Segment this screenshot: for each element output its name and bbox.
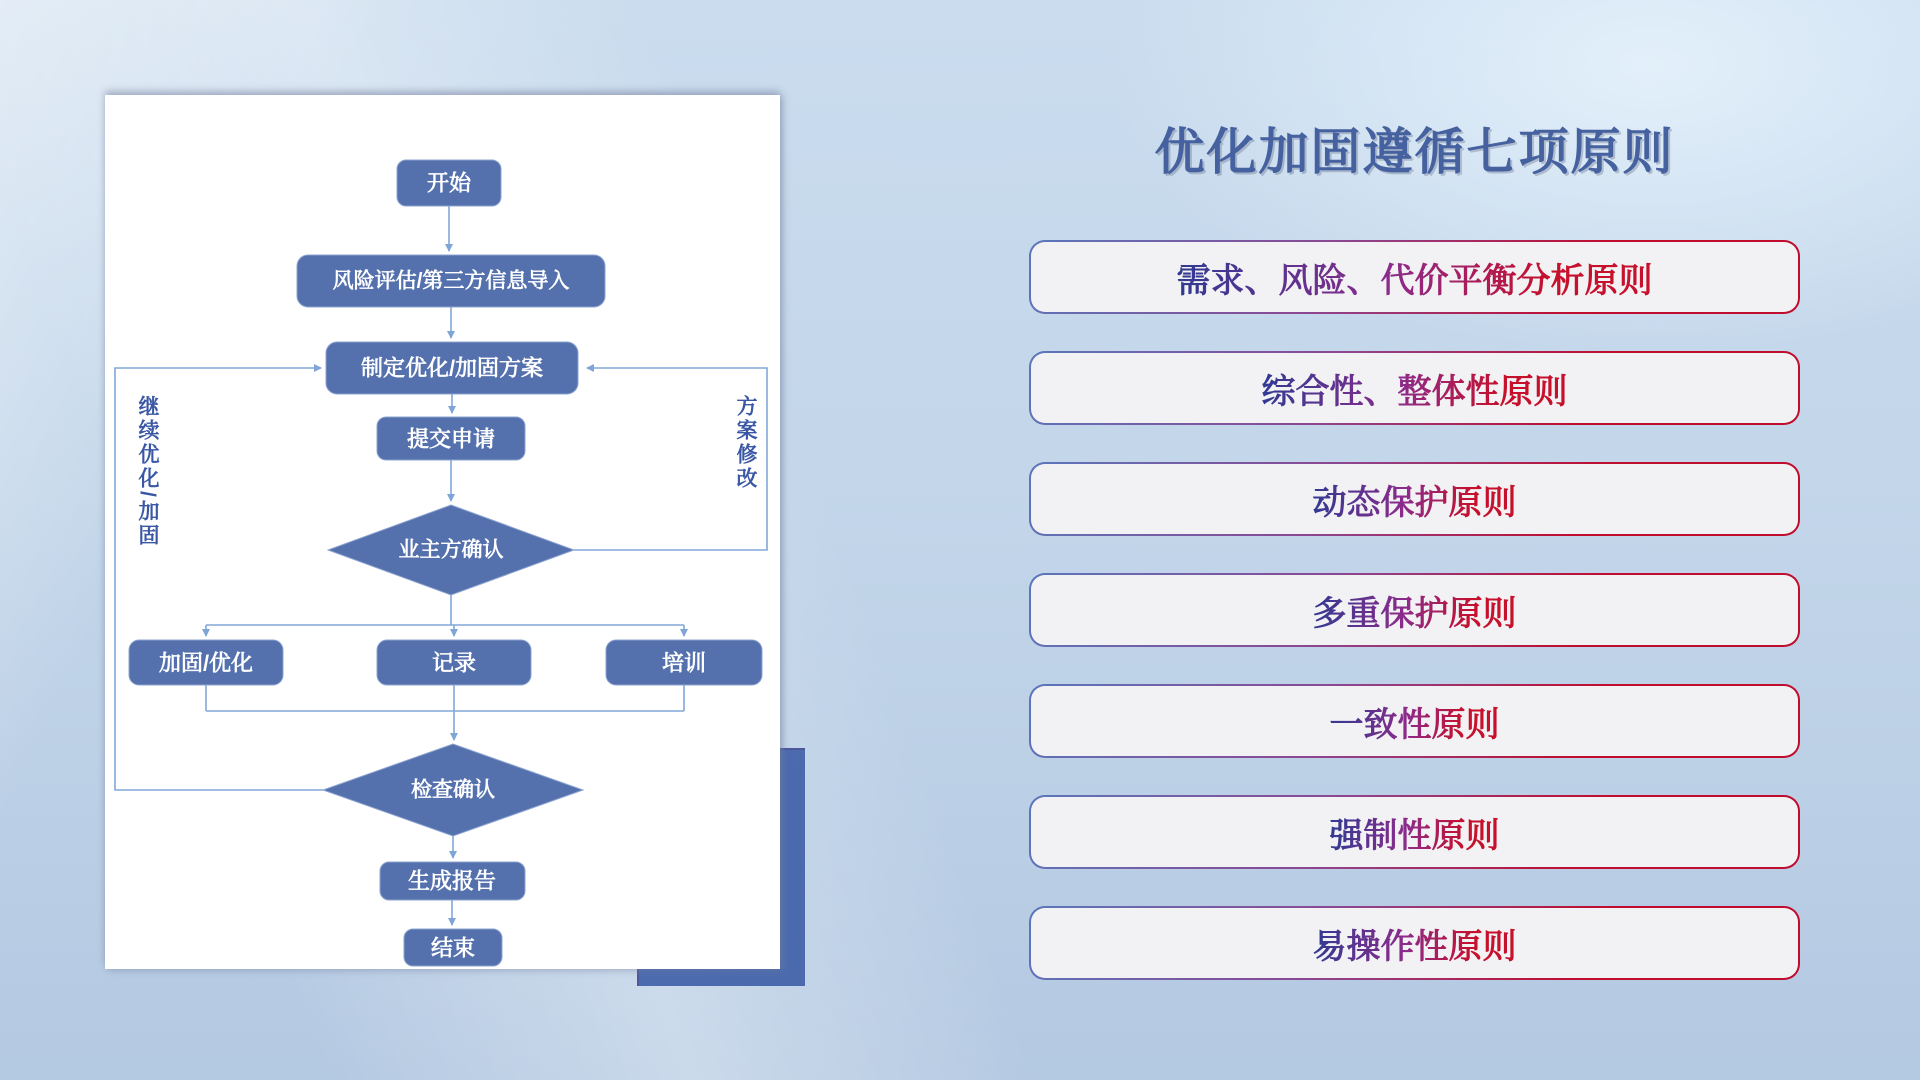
flow-node-start (397, 160, 501, 206)
principle-item-3 (1029, 462, 1800, 536)
flow-node-make-plan-label: 制定优化/加固方案 (360, 355, 544, 381)
principle-item-3-box (1031, 464, 1798, 534)
principles-list (1029, 240, 1800, 980)
principle-label: 强制性原则 (1330, 808, 1500, 857)
principle-item-4 (1029, 573, 1800, 647)
flow-node-owner-confirm-label: 业主方确认 (398, 538, 504, 562)
loop-label-continue-optimize: 继续优化/加固 (136, 395, 159, 548)
principle-item-7 (1029, 906, 1800, 980)
flow-node-training-label: 培训 (661, 650, 707, 676)
page-title: 优化加固遵循七项原则 (1154, 124, 1675, 180)
flowchart-card (105, 95, 780, 969)
flow-node-risk-import-label: 风险评估/第三方信息导入 (332, 269, 570, 293)
flow-node-record-label: 记录 (431, 650, 477, 676)
principle-item-6 (1029, 795, 1800, 869)
flow-node-record (377, 640, 531, 685)
flow-node-report-label: 生成报告 (407, 868, 497, 894)
flow-node-training (606, 640, 762, 685)
principle-label: 一致性原则 (1330, 697, 1500, 746)
principle-item-6-box (1031, 797, 1798, 867)
loop-label-plan-modify: 方案修改 (734, 395, 757, 491)
flow-node-owner-confirm (328, 505, 574, 595)
principle-item-1-box (1031, 242, 1798, 312)
flow-node-submit-label: 提交申请 (406, 426, 496, 452)
flow-node-risk-import (297, 255, 605, 307)
principle-item-1 (1029, 240, 1800, 314)
flow-node-report (380, 862, 525, 900)
principle-label: 需求、风险、代价平衡分析原则 (1177, 253, 1653, 302)
principle-label: 易操作性原则 (1313, 919, 1517, 968)
flow-nodes (129, 160, 762, 966)
flow-node-end (404, 929, 502, 966)
flow-node-make-plan (326, 342, 578, 394)
flow-node-submit (377, 417, 525, 460)
flow-node-check-confirm-label: 检查确认 (411, 778, 495, 802)
principle-item-2-box (1031, 353, 1798, 423)
flowchart-svg (105, 95, 780, 969)
principle-item-7-box (1031, 908, 1798, 978)
principle-item-5-box (1031, 686, 1798, 756)
flow-node-check-confirm (323, 744, 583, 836)
flow-node-end-label: 结束 (430, 935, 476, 961)
flow-node-reinforce (129, 640, 283, 685)
principle-item-2 (1029, 351, 1800, 425)
flow-node-start-label: 开始 (426, 170, 472, 196)
principle-label: 多重保护原则 (1313, 586, 1517, 635)
flow-node-reinforce-label: 加固/优化 (158, 650, 254, 676)
principle-label: 动态保护原则 (1313, 475, 1517, 524)
principle-item-5 (1029, 684, 1800, 758)
principle-item-4-box (1031, 575, 1798, 645)
principle-label: 综合性、整体性原则 (1262, 364, 1568, 413)
